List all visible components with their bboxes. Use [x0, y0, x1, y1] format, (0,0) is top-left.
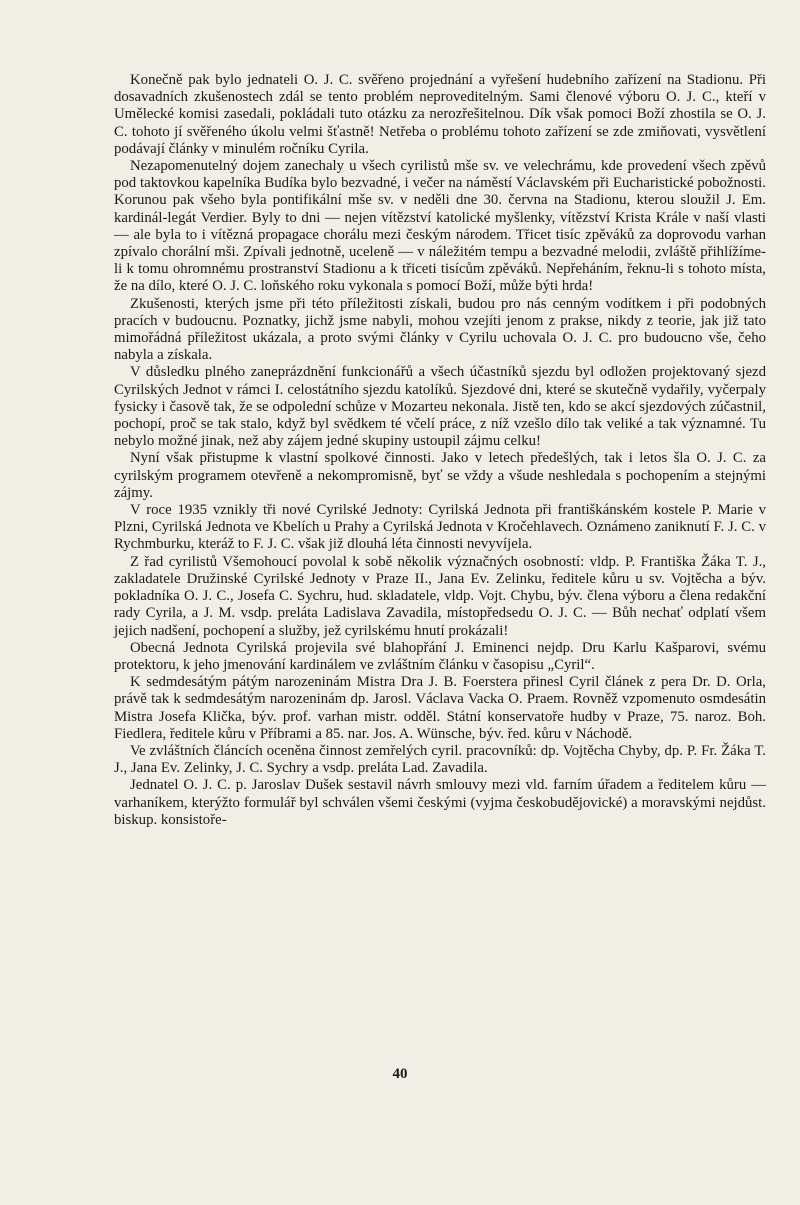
paragraph: K sedmdesátým pátým narozeninám Mistra Dra J. B. Foerstera přinesl Cyril článek z pera Dr. D. Orla, právě tak k sedmdesátým narozeninám dp. Jarosl. Václava Vacka O. Praem. Rovněž vzpomenuto osmdesátin Mistra Josefa Klička, býv. prof. varhan mistr. odděl. Státní konservatoře hudby v Praze, 75. naroz. Boh. Fiedlera, ředitele kůru v Příbrami a 85. nar. Jos. A. Wünsche, býv. řed. kůru v Náchodě. — [114, 674, 766, 742]
paragraph: V důsledku plného zaneprázdnění funkcionářů a všech účastníků sjezdu byl odložen projektovaný sjezd Cyrilských Jednot v rámci I. celostátního sjezdu katolíků. Sjezdové dni, které se skutečně vydařily, vyčerpaly fysicky i časově tak, že se odpolední schůze v Mozarteu nekonala. Jistě ten, kdo se akcí sjezdových zúčastnil, pochopí, proč se tak stalo, když byl svědkem té včelí práce, z níž vzešlo dílo tak veliké a tak významné. Tu nebylo možné jinak, než aby zájem jedné skupiny ustoupil zájmu celku! — [114, 364, 766, 450]
page-number: 40 — [392, 1066, 408, 1082]
paragraph: Z řad cyrilistů Všemohoucí povolal k sobě několik význačných osobností: vldp. P. Františka Žáka T. J., zakladatele Družinské Cyrilské Jednoty v Praze II., Jana Ev. Zelinku, ředitele kůru u sv. Vojtěcha a býv. pokladníka O. J. C., Josefa C. Sychru, hud. skladatele, vldp. Vojt. Chybu, býv. člena výboru a člena redakční rady Cyrila, a J. M. vsdp. preláta Ladislava Zavadila, místopředsedu O. J. C. — Bůh nechať odplatí všem jejich nadšení, pochopení a služby, jež cyrilskému hnutí prokázali! — [114, 553, 766, 639]
paragraph: Nezapomenutelný dojem zanechaly u všech cyrilistů mše sv. ve velechrámu, kde provedení všech zpěvů pod taktovkou kapelníka Budíka bylo bezvadné, i večer na náměstí Václavském při Eucharistické pobožnosti. Korunou pak všeho byla pontifikální mše sv. v neděli dne 30. června na Stadionu, kterou sloužil J. Em. kardinál-legát Verdier. Byly to dni — nejen vítězství katolické myšlenky, vítězství Krista Krále v naší vlasti — ale byla to i vítězná propagace chorálu mezi českým národem. Třicet tisíc zpěváků za doprovodu varhan zpívalo chorální mši. Zpívali jednotně, uceleně — v náležitém tempu a bezvadné melodii, zvláště přihlížíme-li k tomu ohromnému prostranství Stadionu a k třiceti tisícům zpěváků. Nepřeháním, řeknu-li s tohoto místa, že na dílo, které O. J. C. loňského roku vykonala s pomocí Boží, může býti hrda! — [114, 158, 766, 295]
paragraph: V roce 1935 vznikly tři nové Cyrilské Jednoty: Cyrilská Jednota při františkánském kostele P. Marie v Plzni, Cyrilská Jednota ve Kbelích u Prahy a Cyrilská Jednota v Kročehlavech. Oznámeno zaniknutí F. J. C. v Rychmburku, kteráž to F. J. C. však již dlouhá léta činnosti nevyvíjela. — [114, 502, 766, 553]
paragraph: Zkušenosti, kterých jsme při této příležitosti získali, budou pro nás cenným vodítkem i při podobných pracích v budoucnu. Poznatky, jichž jsme nabyli, mohou vzejíti jenom z prakse, nikdy z teorie, jak již tato mimořádná příležitost ukázala, a proto svými články v Cyrilu uchovala O. J. C. pro budoucno vše, čeho nabyla a získala. — [114, 295, 766, 364]
paragraph: Nyní však přistupme k vlastní spolkové činnosti. Jako v letech předešlých, tak i letos šla O. J. C. za cyrilským programem otevřeně a nekompromisně, byť se vždy a všude neshledala s pochopením a stejnými zájmy. — [114, 450, 766, 501]
paragraph: Obecná Jednota Cyrilská projevila své blahopřání J. Eminenci nejdp. Dru Karlu Kašparovi, svému protektoru, k jeho jmenování kardinálem ve zvláštním článku v časopisu „Cyril“. — [114, 639, 766, 673]
paragraph: Jednatel O. J. C. p. Jaroslav Dušek sestavil návrh smlouvy mezi vld. farním úřadem a ředitelem kůru — varhaníkem, kterýžto formulář byl schválen všemi českými (vyjma českobudějovické) a moravskými nejdůst. biskup. konsistoře- — [114, 777, 766, 828]
paragraph: Ve zvláštních článcích oceněna činnost zemřelých cyril. pracovníků: dp. Vojtěcha Chyby, dp. P. Fr. Žáka T. J., Jana Ev. Zelinky, J. C. Sychry a vsdp. preláta Lad. Zavadila. — [114, 742, 766, 777]
body-text — [114, 72, 766, 829]
paragraph: Konečně pak bylo jednateli O. J. C. svěřeno projednání a vyřešení hudebního zařízení na Stadionu. Při dosavadních zkušenostech zdál se tento problém neproveditelným. Sami členové výboru O. J. C., kteří v Umělecké komisi zasedali, pokládali tuto otázku za nerozřešitelnou. Dík však pomoci Boží zhostila se O. J. C. tohoto jí svěřeného úkolu velmi šťastně! Netřeba o problému tohoto zařízení se zde zmiňovati, vysvětlení podávají články v minulém ročníku Cyrila. — [114, 72, 766, 157]
